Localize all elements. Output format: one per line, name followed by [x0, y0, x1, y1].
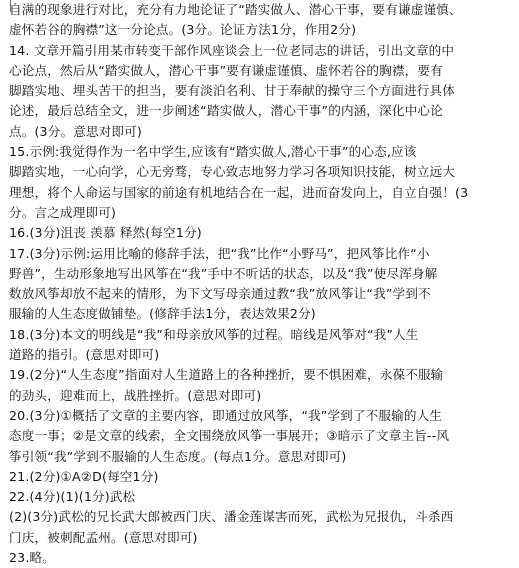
text-line: 21.(2分)①A②D(每空1分) [9, 468, 159, 484]
text-line: 18.(3分)本文的明线是“我”和母亲放风筝的过程。暗线是风筝对“我”人生 [9, 326, 419, 342]
text-line: 数放风筝却放不起来的情形，为下文写母亲通过教“我”放风筝让“我”学到不 [9, 286, 431, 302]
text-line: 服输的人生态度做铺垫。(修辞手法1分，表达效果2分) [9, 306, 316, 322]
text-line: 心论点，然后从“踏实做人，潜心干事”要有谦虚谨慎、虚怀若谷的胸襟，要有 [9, 62, 443, 78]
text-line: (2)(3分)武松的兄长武大郎被西门庆、潘金莲谋害而死，武松为兄报仇，斗杀西 [9, 509, 454, 525]
text-line: 分。言之成理即可) [9, 204, 117, 220]
text-line: 点。(3分。意思对即可) [9, 123, 142, 139]
text-line: 20.(3分)①概括了文章的主要内容，即通过放风筝，“我”学到了不服输的人生 [9, 407, 443, 423]
text-line: 14. 文章开篇引用某市转变干部作风座谈会上一位老同志的讲话，引出文章的中 [9, 42, 455, 58]
text-line: 野兽”，生动形象地写出风筝在“我”手中不听话的状态，以及“我”使尽浑身解 [9, 265, 438, 281]
text-line: 的劲头，迎难而上，战胜挫折。(意思对即可) [9, 387, 262, 403]
text-line: 脚踏实地、埋头苦干的担当，要有淡泊名利、甘于奉献的操守三个方面进行具体 [9, 83, 456, 99]
text-line: 态度一事；②是文章的线索，全文围绕放风筝一事展开；③暗示了文章主旨--风 [9, 428, 450, 444]
text-line: 自满的现象进行对比，充分有力地论证了“踏实做人、潜心干事，要有谦虚谨慎、 [9, 2, 462, 17]
text-line: 道路的指引。(意思对即可) [9, 347, 160, 363]
text-line: 虚怀若谷的胸襟”这一分论点。(3分。论证方法1分，作用2分) [9, 22, 357, 38]
text-line: 理想，将个人命运与国家的前途有机地结合在一起，进而奋发向上，自立自强！(3 [9, 184, 469, 200]
text-line: 门庆，被刺配孟州。(意思对即可) [9, 529, 198, 545]
text-line: 17.(3分)示例:运用比喻的修辞手法，把“我”比作“小野马”，把风筝比作“小 [9, 245, 430, 261]
text-line: 23.略。 [9, 550, 55, 566]
text-line: 16.(3分)沮丧 羡慕 释然(每空1分) [9, 225, 202, 241]
text-line: 15.示例:我觉得作为一名中学生,应该有“踏实做人,潜心干事”的心态,应该 [9, 144, 417, 160]
answer-text [9, 0, 512, 568]
text-line: 19.(2分)“人生态度”指面对人生道路上的各种挫折，要不惧困难，永葆不服输 [9, 367, 444, 383]
text-line: 22.(4分)(1)(1分)武松 [9, 489, 136, 505]
text-line: 论述，最后总结全文，进一步阐述“踏实做人，潜心干事”的内涵，深化中心论 [9, 103, 443, 119]
text-line: 脚踏实地，一心向学，心无旁骛，专心致志地努力学习各项知识技能，树立远大 [9, 164, 456, 180]
text-line: 筝引领“我”学到不服输的人生态度。(每点1分。意思对即可) [9, 448, 347, 464]
